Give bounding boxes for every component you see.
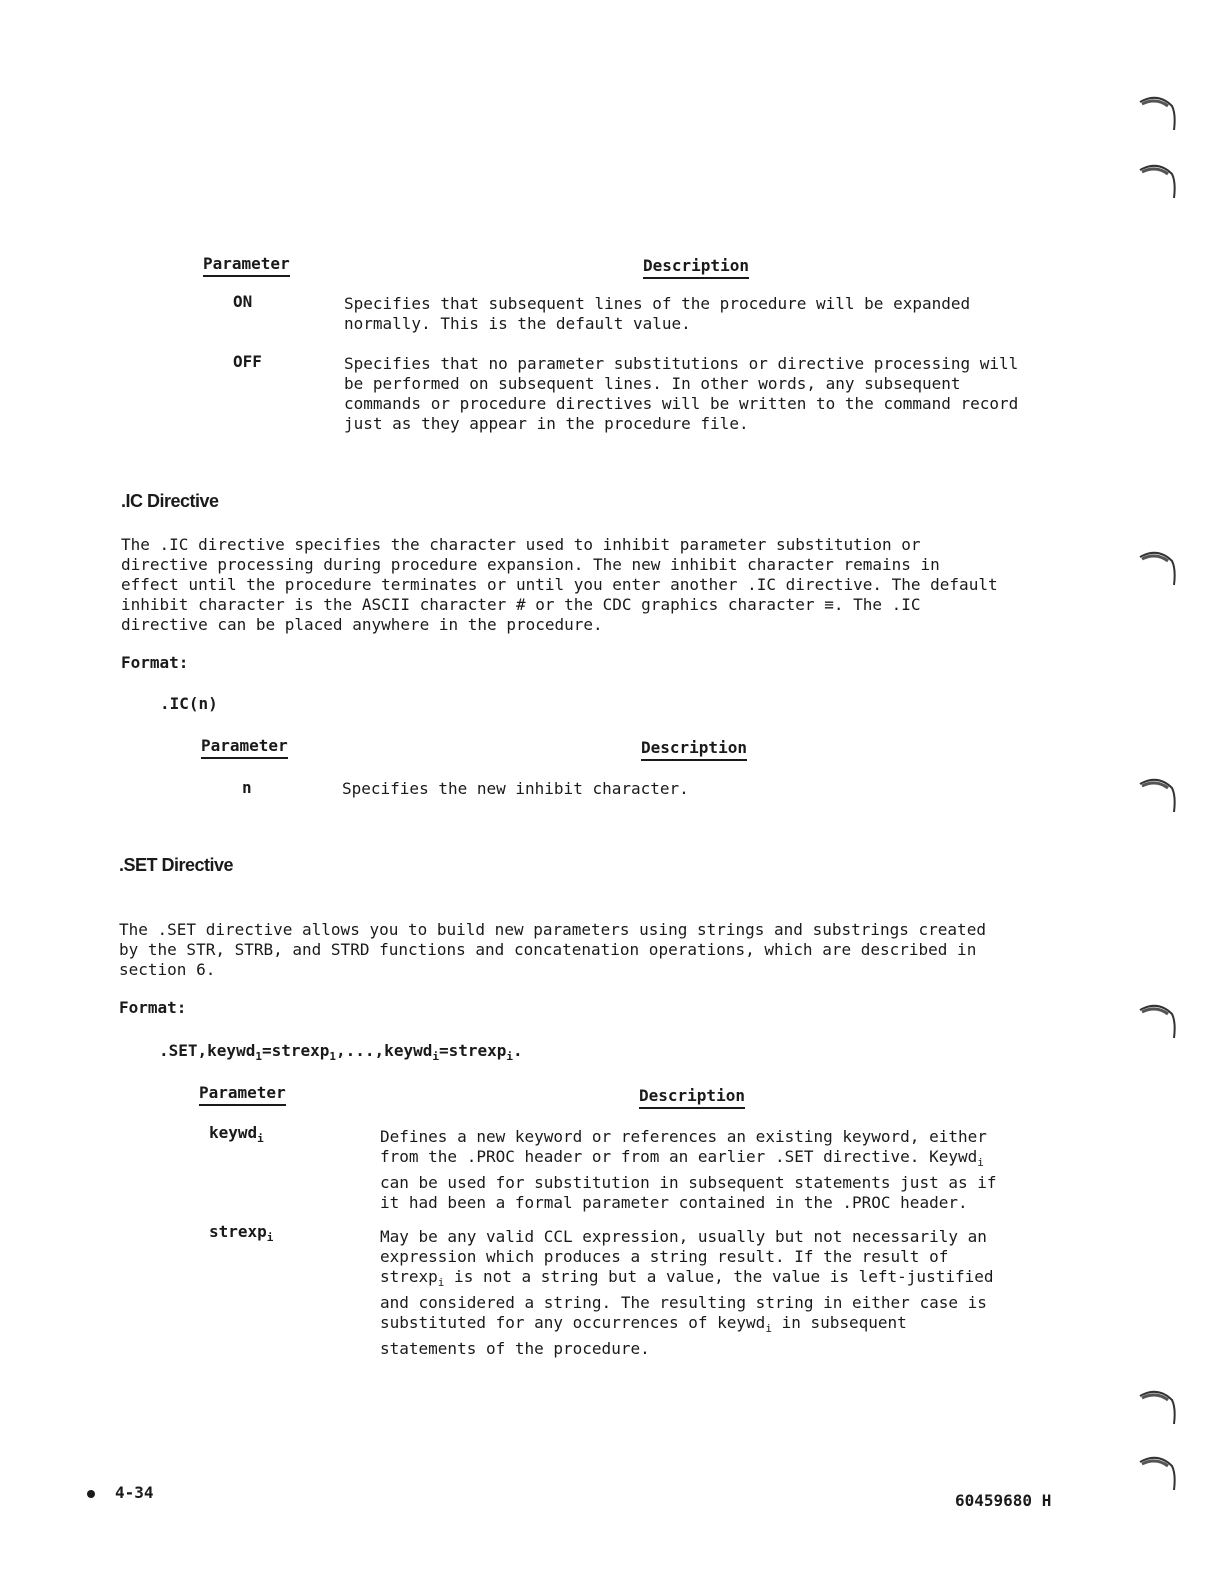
- subscript: i: [432, 1050, 439, 1063]
- body-line: directive processing during procedure expansion. The new inhibit character remains in: [121, 555, 940, 574]
- desc-line: and considered a string. The resulting string in either case is: [380, 1293, 987, 1312]
- page-number: 4-34: [115, 1483, 154, 1502]
- desc-line: [380, 1267, 994, 1293]
- set-param-column-header: Parameter: [199, 1083, 286, 1106]
- syntax-part: =strexp: [438, 1041, 507, 1060]
- syntax-part: =strexp: [261, 1041, 330, 1060]
- subscript: i: [266, 1231, 274, 1244]
- bullet-icon: [87, 1490, 95, 1498]
- desc-line: Defines a new keyword or references an existing keyword, either: [380, 1127, 987, 1146]
- set-directive-heading: .SET Directive: [119, 855, 234, 875]
- desc-line: [380, 1147, 997, 1173]
- subscript: 1: [255, 1050, 262, 1063]
- desc-text: from the .PROC header or from an earlier .SET directive. Keywd: [380, 1147, 978, 1166]
- set-format-syntax: [159, 1041, 523, 1067]
- binder-hole-icon: [1138, 1452, 1178, 1492]
- ic-directive-heading: .IC Directive: [121, 491, 219, 511]
- desc-line: can be used for substitution in subsequent statements just as if: [380, 1173, 997, 1192]
- body-line: effect until the procedure terminates or until you enter another .IC directive. The default: [121, 575, 998, 594]
- desc-line: commands or procedure directives will be written to the command record: [344, 394, 1019, 413]
- desc-line: it had been a formal parameter contained in the .PROC header.: [380, 1193, 968, 1212]
- param-name: strexp: [209, 1222, 267, 1241]
- body-line: The .IC directive specifies the character used to inhibit parameter substitution or: [121, 535, 921, 554]
- ic-format-label: Format:: [121, 653, 189, 672]
- subscript: i: [977, 1156, 984, 1169]
- set-param-keywd: [209, 1123, 264, 1149]
- desc-text: in subsequent: [771, 1313, 907, 1332]
- set-format-label: Format:: [119, 998, 187, 1017]
- ic-param-n-description: Specifies the new inhibit character.: [342, 779, 689, 798]
- set-description-column-header: Description: [639, 1086, 745, 1109]
- ic-format-syntax: .IC(n): [160, 694, 218, 713]
- binder-hole-icon: [1138, 92, 1178, 132]
- param-off: OFF: [233, 352, 262, 371]
- desc-line: just as they appear in the procedure file.: [344, 414, 749, 433]
- body-line: The .SET directive allows you to build new parameters using strings and substrings created: [119, 920, 986, 939]
- subscript: i: [437, 1276, 445, 1289]
- subscript: i: [765, 1322, 772, 1335]
- body-line: inhibit character is the ASCII character # or the CDC graphics character ≡. The .IC: [121, 595, 921, 614]
- ic-param-column-header: Parameter: [201, 736, 288, 759]
- desc-text: is not a string but a value, the value is left-justified: [444, 1267, 994, 1286]
- desc-text: substituted for any occurrences of keywd: [380, 1313, 766, 1332]
- param-column-header: Parameter: [203, 254, 290, 277]
- syntax-part: ,...,keywd: [336, 1041, 433, 1060]
- desc-line: statements of the procedure.: [380, 1339, 650, 1358]
- document-number: 60459680 H: [955, 1491, 1052, 1510]
- ic-directive-body: [121, 535, 998, 635]
- syntax-part: .SET,keywd: [159, 1041, 256, 1060]
- binder-hole-icon: [1138, 547, 1178, 587]
- desc-line: normally. This is the default value.: [344, 314, 691, 333]
- desc-text: strexp: [380, 1267, 438, 1286]
- param-on: ON: [233, 292, 253, 311]
- desc-line: Specifies that subsequent lines of the procedure will be expanded: [344, 294, 971, 313]
- description-column-header: Description: [643, 256, 749, 279]
- body-line: by the STR, STRB, and STRD functions and concatenation operations, which are described in: [119, 940, 977, 959]
- body-line: section 6.: [119, 960, 216, 979]
- binder-hole-icon: [1138, 1386, 1178, 1426]
- binder-hole-icon: [1138, 774, 1178, 814]
- subscript: 1: [329, 1050, 337, 1063]
- set-directive-body: [119, 920, 986, 980]
- set-param-strexp: [209, 1222, 273, 1248]
- ic-param-n: n: [242, 778, 252, 797]
- desc-line: [380, 1313, 994, 1339]
- desc-line: May be any valid CCL expression, usually but not necessarily an: [380, 1227, 987, 1246]
- param-on-description: [344, 294, 970, 334]
- param-name: keywd: [209, 1123, 258, 1142]
- binder-hole-icon: [1138, 1000, 1178, 1040]
- ic-description-column-header: Description: [641, 738, 747, 761]
- set-param-keywd-description: [380, 1127, 997, 1213]
- body-line: directive can be placed anywhere in the procedure.: [121, 615, 603, 634]
- desc-line: be performed on subsequent lines. In other words, any subsequent: [344, 374, 961, 393]
- set-param-strexp-description: [380, 1227, 994, 1359]
- binder-hole-icon: [1138, 160, 1178, 200]
- subscript: i: [257, 1132, 264, 1145]
- desc-line: expression which produces a string result. If the result of: [380, 1247, 949, 1266]
- desc-line: Specifies that no parameter substitutions or directive processing will: [344, 354, 1019, 373]
- param-off-description: [344, 354, 1018, 434]
- subscript: i: [506, 1050, 514, 1063]
- syntax-part: .: [513, 1041, 523, 1060]
